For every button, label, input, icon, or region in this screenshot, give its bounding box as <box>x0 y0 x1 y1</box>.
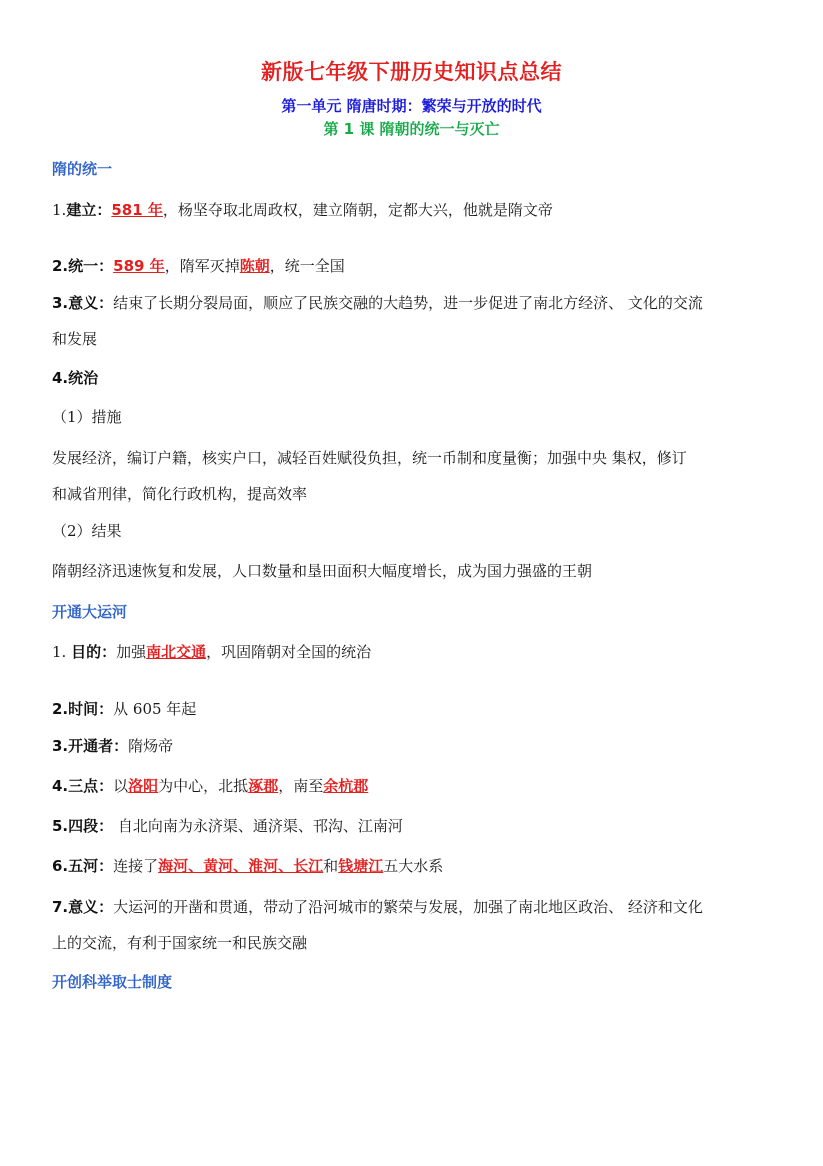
point-text: 自北向南为永济渠、通济渠、邗沟、江南河 <box>117 817 403 835</box>
point-label: 2.统一： <box>52 257 114 275</box>
point-canal-significance-cont: 上的交流，有利于国家统一和民族交融 <box>52 934 308 952</box>
point-builder <box>52 736 772 756</box>
point-establishment <box>52 200 772 220</box>
measures-text-cont: 和减省刑律，简化行政机构，提高效率 <box>52 485 308 503</box>
point-label: 5.四段： <box>52 817 114 835</box>
point-text: 大运河的开凿和贯通，带动了沿河城市的繁荣与发展，加强了南北地区政治、 经济和文化 <box>113 898 703 916</box>
point-five-rivers <box>52 856 772 876</box>
highlight-term: 海河、黄河、淮河、长江 <box>158 857 324 875</box>
point-label: 6.五河： <box>52 857 114 875</box>
page-title: 新版七年级下册历史知识点总结 <box>261 60 562 84</box>
highlight-term: 581 年 <box>111 201 163 219</box>
highlight-term: 南北交通 <box>146 643 207 661</box>
point-label: 目的： <box>71 643 117 661</box>
highlight-term: 钱塘江 <box>338 857 384 875</box>
highlight-term: 涿郡 <box>248 777 279 795</box>
lesson-heading: 第 1 课 隋朝的统一与灭亡 <box>323 120 500 138</box>
point-rule <box>52 368 772 388</box>
point-time <box>52 699 772 719</box>
point-label: 4.统治 <box>52 369 99 387</box>
point-four-sections <box>52 816 772 836</box>
point-text: 为中心，北抵 <box>158 777 249 795</box>
point-three-points <box>52 776 772 796</box>
point-label: 2.时间： <box>52 700 114 718</box>
point-label: 4.三点： <box>52 777 114 795</box>
highlight-term: 陈朝 <box>239 257 270 275</box>
point-text: ，巩固隋朝对全国的统治 <box>206 643 372 661</box>
section-heading-sui-unification: 隋的统一 <box>52 160 113 178</box>
section-heading-grand-canal: 开通大运河 <box>52 603 128 621</box>
highlight-term: 洛阳 <box>128 777 159 795</box>
point-number: 1. <box>52 201 67 219</box>
results-text: 隋朝经济迅速恢复和发展，人口数量和垦田面积大幅度增长，成为国力强盛的王朝 <box>52 562 593 580</box>
point-label: 3.意义： <box>52 294 114 312</box>
point-text: 和 <box>323 857 339 875</box>
point-significance-cont: 和发展 <box>52 330 98 348</box>
subpoint-measures: （1）措施 <box>52 408 122 426</box>
point-text: ，隋军灭掉 <box>164 257 240 275</box>
point-text: 结束了长期分裂局面，顺应了民族交融的大趋势，进一步促进了南北方经济、 文化的交流 <box>113 294 703 312</box>
point-number: 1. <box>52 643 67 661</box>
measures-text: 发展经济，编订户籍，核实户口，减轻百姓赋役负担，统一币制和度量衡；加强中央 集权，修订 <box>52 449 687 467</box>
point-significance <box>52 293 772 313</box>
point-purpose <box>52 642 772 662</box>
subpoint-results: （2）结果 <box>52 522 122 540</box>
point-text: ，统一全国 <box>269 257 345 275</box>
highlight-term: 余杭郡 <box>323 777 369 795</box>
point-text: 从 605 年起 <box>113 700 197 718</box>
point-label: 3.开通者： <box>52 737 129 755</box>
point-text: 五大水系 <box>383 857 444 875</box>
unit-heading: 第一单元 隋唐时期：繁荣与开放的时代 <box>281 97 542 115</box>
point-text: ，杨坚夺取北周政权，建立隋朝，定都大兴，他就是隋文帝 <box>162 201 553 219</box>
point-label: 建立： <box>66 201 112 219</box>
point-unification <box>52 256 772 276</box>
highlight-term: 589 年 <box>113 257 165 275</box>
section-heading-imperial-exam: 开创科举取士制度 <box>52 973 173 991</box>
point-text: ，南至 <box>278 777 324 795</box>
point-text: 连接了 <box>113 857 159 875</box>
point-text: 隋炀帝 <box>128 737 174 755</box>
point-text: 以 <box>113 777 129 795</box>
point-text: 加强 <box>116 643 147 661</box>
point-label: 7.意义： <box>52 898 114 916</box>
point-canal-significance <box>52 897 772 917</box>
